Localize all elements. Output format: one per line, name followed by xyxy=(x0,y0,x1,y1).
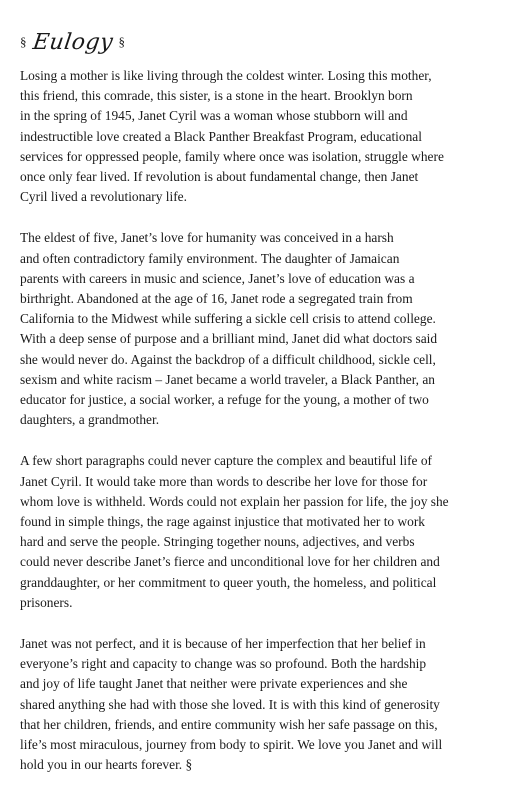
text-line: she would never do. Against the backdrop of a difficult childhood, sickle cell, xyxy=(20,351,436,367)
text-line: With a deep sense of purpose and a brilliant mind, Janet did what doctors said xyxy=(20,331,438,347)
text-line: Cyril lived a revolutionary life. xyxy=(20,189,187,205)
text-line: and often contradictory family environment. The daughter of Jamaican xyxy=(20,250,400,266)
text-line: hard and serve the people. Stringing together nouns, adjectives, and verbs xyxy=(20,534,415,550)
text-line: once only fear lived. If revolution is about fundamental change, then Janet xyxy=(20,169,419,185)
paragraph-4 xyxy=(20,634,498,775)
section-mark-left: § xyxy=(20,34,27,49)
text-line: Losing a mother is like living through the coldest winter. Losing this mother, xyxy=(20,68,432,83)
text-line: prisoners. xyxy=(20,594,73,610)
text-line: could never describe Janet’s fierce and unconditional love for her children and xyxy=(20,554,440,570)
text-line: this friend, this comrade, this sister, is a stone in the heart. Brooklyn born xyxy=(20,88,413,104)
text-line: and joy of life taught Janet that neither were private experiences and she xyxy=(20,676,408,692)
paragraph-1 xyxy=(20,66,498,207)
text-line: California to the Midwest while suffering a sickle cell crisis to attend college. xyxy=(20,311,436,327)
text-line: sexism and white racism – Janet became a world traveler, a Black Panther, an xyxy=(20,371,435,387)
heading-title: Eulogy xyxy=(30,29,115,55)
text-line: that her children, friends, and entire community wish her safe passage on this, xyxy=(20,716,438,732)
eulogy-body xyxy=(20,66,498,797)
text-line: services for oppressed people, family where once was isolation, struggle where xyxy=(20,148,444,164)
text-line: The eldest of five, Janet’s love for humanity was conceived in a harsh xyxy=(20,230,394,246)
eulogy-heading xyxy=(20,22,125,62)
text-line: whom love is withheld. Words could not explain her passion for life, the joy she xyxy=(20,493,449,509)
text-line: shared anything she had with those she loved. It is with this kind of generosity xyxy=(20,696,440,712)
text-line: educator for justice, a social worker, a refuge for the young, a mother of two xyxy=(20,392,429,408)
text-line: Janet Cyril. It would take more than words to describe her love for those for xyxy=(20,473,428,489)
paragraph-2 xyxy=(20,228,498,430)
text-line: life’s most miraculous, journey from body to spirit. We love you Janet and will xyxy=(20,737,443,753)
text-line: daughters, a grandmother. xyxy=(20,412,160,428)
text-line: found in simple things, the rage against injustice that motivated her to work xyxy=(20,514,425,530)
section-mark-right: § xyxy=(118,34,126,49)
text-line: in the spring of 1945, Janet Cyril was a woman whose stubborn will and xyxy=(20,108,408,124)
text-line: granddaughter, or her commitment to queer youth, the homeless, and political xyxy=(20,574,437,590)
text-line: birthright. Abandoned at the age of 16, Janet rode a segregated train from xyxy=(20,291,413,307)
text-line: hold you in our hearts forever. § xyxy=(20,757,193,773)
text-line: indestructible love created a Black Panther Breakfast Program, educational xyxy=(20,128,422,144)
text-line: parents with careers in music and science, Janet’s love of education was a xyxy=(20,270,415,286)
text-line: A few short paragraphs could never capture the complex and beautiful life of xyxy=(20,453,432,469)
text-line: Janet was not perfect, and it is because of her imperfection that her belief in xyxy=(20,636,426,652)
paragraph-3 xyxy=(20,451,498,613)
text-line: everyone’s right and capacity to change was so profound. Both the hardship xyxy=(20,656,427,672)
